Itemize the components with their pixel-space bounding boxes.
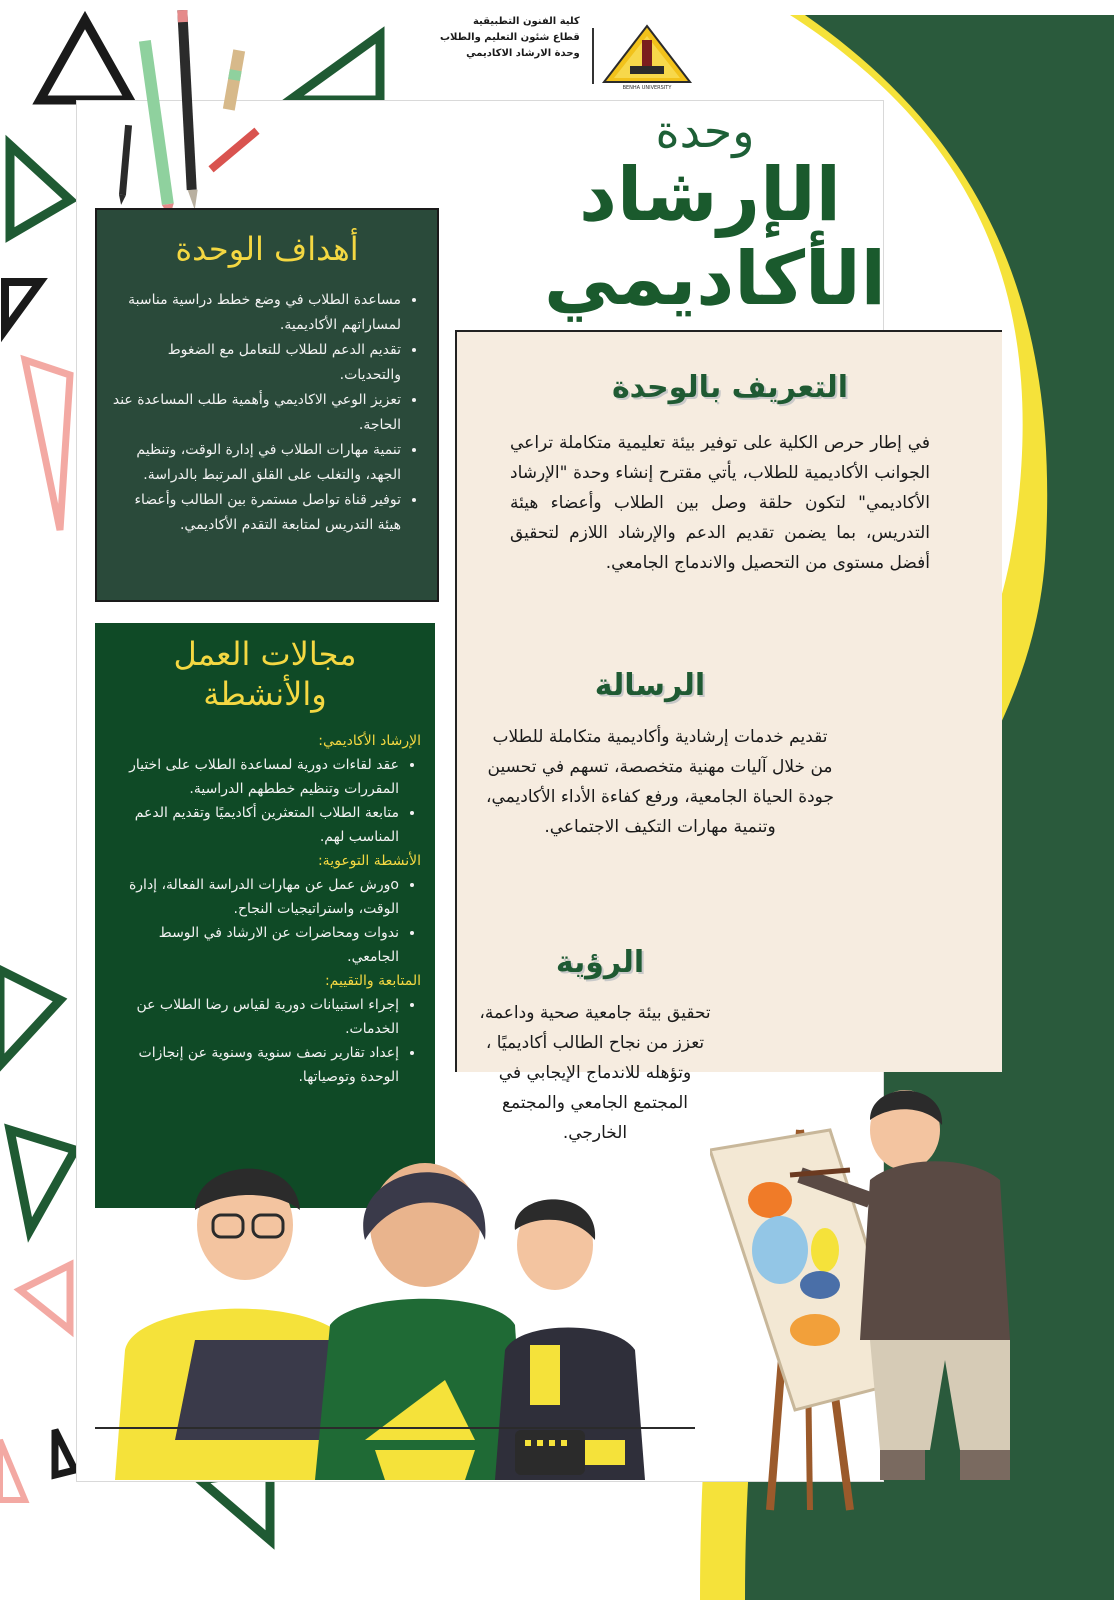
pencil-icon: [118, 125, 132, 205]
triangle-outline-green: [0, 970, 60, 1065]
triangle-outline-black: [55, 1430, 75, 1475]
activity-item: • oورش عمل عن مهارات الدراسة الفعالة، إدارة الوقت، واستراتيجيات النجاح.: [115, 873, 399, 921]
intro-heading: التعريف بالوحدة: [611, 370, 849, 405]
university-logo: [600, 22, 694, 92]
triangle-outline-pink: [20, 1265, 70, 1330]
activity-item: • عقد لقاءات دورية لمساعدة الطلاب على اختيار المقررات وتنظيم خططهم الدراسية.: [115, 753, 399, 801]
triangle-outline-black: [5, 282, 40, 330]
header-line-sector: قطاع شئون التعليم والطلاب: [440, 32, 580, 43]
goals-heading: أهداف الوحدة: [175, 230, 359, 268]
activities-heading-line1: مجالات العمل: [173, 635, 357, 673]
triangle-outline-pink: [25, 360, 70, 530]
pencil-icon: [139, 40, 176, 218]
title-line-irshad: الإرشاد: [578, 152, 842, 238]
activity-group-title: المتابعة والتقييم:: [324, 973, 421, 989]
activity-group-title: الأنشطة التوعوية:: [317, 853, 421, 869]
activity-item: • ندوات ومحاضرات عن الارشاد في الوسط الجامعي.: [115, 921, 399, 969]
pencils-illustration: [110, 10, 290, 220]
vision-heading: الرؤية: [555, 945, 645, 980]
activity-group-title: الإرشاد الأكاديمي:: [318, 733, 421, 749]
goal-item: • تقديم الدعم للطلاب للتعامل مع الضغوط والتحديات.: [109, 338, 401, 388]
triangle-outline-pink: [0, 1440, 25, 1500]
activity-item: • إعداد تقارير نصف سنوية وسنوية عن إنجازات الوحدة وتوصياتها.: [115, 1041, 399, 1089]
header-line-unit: وحدة الارشاد الاكاديمي: [466, 48, 580, 59]
students-illustration: [95, 1150, 695, 1480]
vision-text: تحقيق بيئة جامعية صحية وداعمة، تعزز من نجاح الطالب أكاديميًا ، وتؤهله للاندماج الإيجابي في المجتمع الجامعي والمجتمع الخارجي.: [479, 1003, 711, 1143]
painter-illustration: [710, 1090, 1070, 1520]
svg-text:BENHA UNIVERSITY: BENHA UNIVERSITY: [622, 85, 672, 91]
activities-heading-line2: والأنشطة: [203, 675, 327, 713]
title-line-academic: الأكاديمي: [544, 236, 886, 322]
intro-text: في إطار حرص الكلية على توفير بيئة تعليمية متكاملة تراعي الجوانب الأكاديمية للطلاب، يأتي مقترح إنشاء وحدة "الإرشاد الأكاديمي" لتكون حلقة وصل بين الطلاب وأعضاء هيئة التدريس، بما يضمن تقديم الدعم والإرشاد اللازم لتحقيق أفضل مستوى من التحصيل والاندماج الجامعي.: [510, 433, 930, 573]
mission-heading: الرسالة: [594, 668, 706, 703]
activity-item: • متابعة الطلاب المتعثرين أكاديميًا وتقديم الدعم المناسب لهم.: [115, 801, 399, 849]
activities-box: [95, 623, 435, 1208]
pencil-icon: [208, 128, 259, 173]
goal-item: • توفير قناة تواصل مستمرة بين الطالب وأعضاء هيئة التدريس لمتابعة التقدم الأكاديمي.: [109, 488, 401, 538]
triangle-outline-green: [10, 145, 70, 235]
pencil-icon: [223, 49, 245, 110]
triangle-outline-green: [290, 35, 380, 100]
goal-item: • تعزيز الوعي الاكاديمي وأهمية طلب المساعدة عند الحاجة.: [109, 388, 401, 438]
triangle-outline-green: [10, 1130, 75, 1230]
activity-item: • إجراء استبيانات دورية لقياس رضا الطلاب عن الخدمات.: [115, 993, 399, 1041]
goal-item: • تنمية مهارات الطلاب في إدارة الوقت، وتنظيم الجهد، والتغلب على القلق المرتبط بالدراسة.: [109, 438, 401, 488]
goal-item: • مساعدة الطلاب في وضع خطط دراسية مناسبة لمساراتهم الأكاديمية.: [109, 288, 401, 338]
pencil-icon: [177, 10, 198, 210]
title-unit-word: وحدة: [655, 104, 755, 158]
goals-box: [95, 208, 439, 602]
header-line-faculty: كلية الفنون التطبيقية: [472, 16, 580, 27]
faculty-header: [440, 14, 580, 62]
mission-text: تقديم خدمات إرشادية وأكاديمية متكاملة للطلاب من خلال آليات مهنية متخصصة، تسهم في تحسين جودة الحياة الجامعية، ورفع كفاءة الأداء الأكاديمي، وتنمية مهارات التكيف الاجتماعي.: [486, 727, 834, 837]
header-divider: [592, 28, 594, 84]
